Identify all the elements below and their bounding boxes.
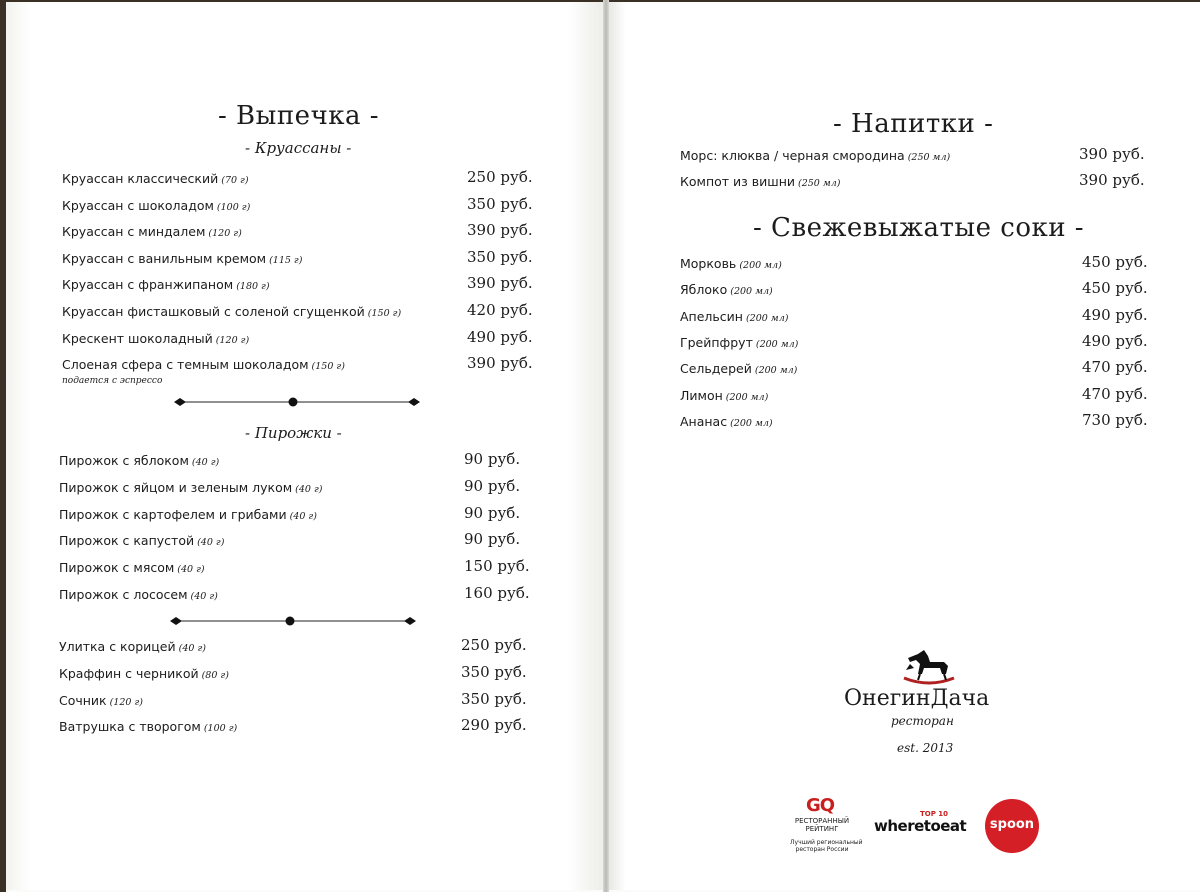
menu-item: [59, 533, 224, 548]
menu-item-price: 90 руб.: [464, 476, 521, 495]
menu-item: [680, 148, 950, 163]
brand-name: ОнегинДача: [844, 686, 990, 711]
menu-item-weight: (250 мл): [798, 178, 841, 189]
menu-item: [680, 282, 773, 297]
menu-item-name: Пирожок с лососем: [59, 587, 188, 602]
spoon-logo: spoon: [989, 817, 1035, 832]
left-page: [6, 2, 604, 890]
menu-item-name: Крескент шоколадный: [62, 330, 213, 346]
drinks-title: - Напитки -: [833, 109, 994, 139]
menu-item: [680, 256, 782, 271]
gq-line4: ресторан России: [795, 846, 849, 853]
book-spine: [603, 0, 609, 892]
pies-title: - Пирожки -: [245, 424, 342, 442]
espresso-note: подается с эспрессо: [62, 376, 163, 386]
menu-item-name: Морковь: [680, 256, 737, 271]
menu-item-weight: (200 мл): [745, 312, 789, 324]
menu-item-weight: (40 г): [177, 564, 205, 576]
menu-item-name: Апельсин: [680, 308, 743, 324]
menu-item-weight: (200 мл): [739, 260, 782, 271]
menu-item-weight: (180 г): [236, 281, 270, 293]
menu-item: [680, 174, 841, 189]
menu-item: [62, 277, 270, 292]
menu-item: [59, 719, 237, 734]
menu-item: [62, 198, 250, 213]
menu-item-price: 350 руб.: [467, 194, 533, 213]
menu-item-price: 390 руб.: [467, 274, 533, 293]
menu-item-price: 390 руб.: [1079, 145, 1145, 163]
wheretoeat-tag: TOP 10: [920, 810, 949, 818]
menu-item: [680, 335, 798, 350]
menu-item-name: Слоеная сфера с темным шоколадом: [62, 357, 309, 373]
menu-item-price: 490 руб.: [1082, 305, 1148, 324]
menu-item-name: Сельдерей: [680, 361, 752, 377]
menu-item: [59, 639, 206, 654]
menu-item-price: 390 руб.: [1079, 171, 1145, 189]
menu-item: [62, 304, 401, 319]
menu-item: [59, 560, 205, 575]
menu-item: [62, 224, 242, 239]
menu-item-weight: (115 г): [269, 254, 303, 266]
menu-item-weight: (120 г): [215, 334, 250, 346]
menu-item-weight: (40 г): [190, 591, 218, 602]
menu-item-price: 390 руб.: [467, 221, 533, 240]
menu-item-weight: (40 г): [289, 510, 317, 522]
menu-item-price: 90 руб.: [464, 503, 521, 522]
menu-item-name: Яблоко: [680, 282, 728, 298]
wheretoeat-logo: wheretoeat: [874, 817, 967, 835]
menu-item: [59, 587, 218, 602]
menu-item-name: Компот из вишни: [680, 174, 795, 189]
croissants-title: - Круассаны -: [245, 139, 352, 157]
wheretoeat-award-badge: [872, 810, 968, 846]
menu-item-name: Круассан классический: [62, 171, 219, 186]
menu-item-price: 420 руб.: [467, 301, 533, 319]
gq-line1: РЕСТОРАННЫЙ: [794, 817, 850, 825]
menu-item-weight: (70 г): [221, 175, 249, 186]
menu-item: [59, 666, 229, 681]
menu-item-name: Круассан с ванильным кремом: [62, 250, 267, 266]
menu-item: [680, 414, 773, 429]
menu-item: [59, 507, 317, 522]
menu-item-name: Краффин с черникой: [59, 665, 199, 681]
menu-item-weight: (200 мл): [754, 365, 798, 377]
menu-item-weight: (40 г): [295, 483, 323, 495]
gq-line2: РЕЙТИНГ: [805, 825, 839, 833]
gq-logo: GQ: [806, 795, 835, 816]
menu-item-name: Пирожок с картофелем и грибами: [59, 506, 287, 522]
menu-item-name: Круассан с франжипаном: [62, 277, 234, 293]
menu-item-weight: (250 мл): [907, 152, 951, 163]
menu-item-price: 450 руб.: [1082, 253, 1148, 271]
menu-item-name: Круассан с миндалем: [62, 224, 206, 240]
divider-ornament: [168, 613, 418, 629]
menu-item-name: Пирожок с мясом: [59, 560, 175, 576]
menu-item: [59, 480, 323, 495]
menu-item-price: 150 руб.: [464, 557, 530, 576]
menu-item-name: Пирожок с яблоком: [59, 453, 189, 468]
menu-item-price: 250 руб.: [461, 636, 527, 654]
menu-item-price: 250 руб.: [467, 168, 533, 186]
menu-item: [59, 453, 219, 468]
menu-item-weight: (200 мл): [730, 417, 773, 429]
gq-award-badge: [790, 795, 863, 859]
menu-item-price: 350 руб.: [461, 689, 527, 708]
menu-item-name: Улитка с корицей: [59, 639, 176, 654]
menu-item-price: 390 руб.: [467, 354, 533, 373]
menu-item-price: 490 руб.: [1082, 331, 1148, 350]
menu-item-price: 470 руб.: [1082, 384, 1148, 403]
menu-item-weight: (80 г): [201, 669, 229, 681]
menu-item-name: Ватрушка с творогом: [59, 719, 201, 735]
menu-item-weight: (150 г): [367, 308, 402, 319]
divider-ornament: [172, 394, 422, 410]
menu-item-weight: (100 г): [203, 723, 238, 735]
menu-item-price: 90 руб.: [464, 450, 521, 468]
menu-item-price: 350 руб.: [467, 247, 533, 266]
menu-item-weight: (200 мл): [725, 391, 769, 403]
menu-item-name: Круассан фисташковый с соленой сгущенкой: [62, 304, 365, 319]
menu-item-name: Ананас: [680, 413, 728, 429]
menu-item-price: 470 руб.: [1082, 358, 1148, 377]
menu-item-weight: (200 мл): [730, 286, 773, 298]
menu-item-weight: (100 г): [216, 201, 251, 213]
menu-item-weight: (40 г): [197, 537, 225, 549]
menu-item: [680, 388, 768, 403]
menu-item: [59, 693, 143, 708]
menu-item-weight: (40 г): [178, 643, 206, 654]
menu-item: [62, 171, 249, 186]
menu-item-name: Грейпфрут: [680, 334, 753, 350]
menu-item-weight: (120 г): [109, 696, 143, 708]
brand-subtitle: ресторан: [891, 714, 954, 728]
menu-item-price: 730 руб.: [1082, 410, 1148, 429]
menu-item-weight: (200 мл): [755, 338, 799, 350]
menu-item-price: 290 руб.: [461, 716, 527, 735]
menu-item-name: Круассан с шоколадом: [62, 197, 214, 213]
menu-item-weight: (40 г): [191, 457, 220, 468]
menu-item-price: 160 руб.: [464, 584, 530, 602]
menu-item-price: 450 руб.: [1082, 279, 1148, 298]
bakery-title: - Выпечка -: [218, 101, 380, 131]
menu-item-price: 90 руб.: [464, 530, 521, 549]
spoon-award-badge: [985, 799, 1039, 853]
menu-item-name: Морс: клюква / черная смородина: [680, 148, 905, 163]
menu-item: [680, 309, 788, 324]
menu-item-price: 350 руб.: [461, 662, 527, 681]
menu-item-name: Лимон: [680, 387, 723, 403]
juices-title: - Свежевыжатые соки -: [753, 213, 1085, 243]
menu-item: [680, 361, 797, 376]
menu-item: [62, 331, 249, 346]
menu-item-name: Пирожок с капустой: [59, 533, 195, 549]
menu-item: [62, 251, 302, 266]
menu-item-name: Пирожок с яйцом и зеленым луком: [59, 479, 293, 495]
rocking-horse-icon: [900, 648, 958, 688]
gq-line3: Лучший региональный: [790, 839, 863, 846]
menu-item-weight: (150 г): [311, 361, 345, 373]
brand-est: est. 2013: [897, 741, 954, 755]
menu-item: [62, 357, 345, 372]
menu-item-weight: (120 г): [208, 228, 242, 240]
menu-item-price: 490 руб.: [467, 327, 533, 346]
menu-item-name: Сочник: [59, 692, 107, 708]
